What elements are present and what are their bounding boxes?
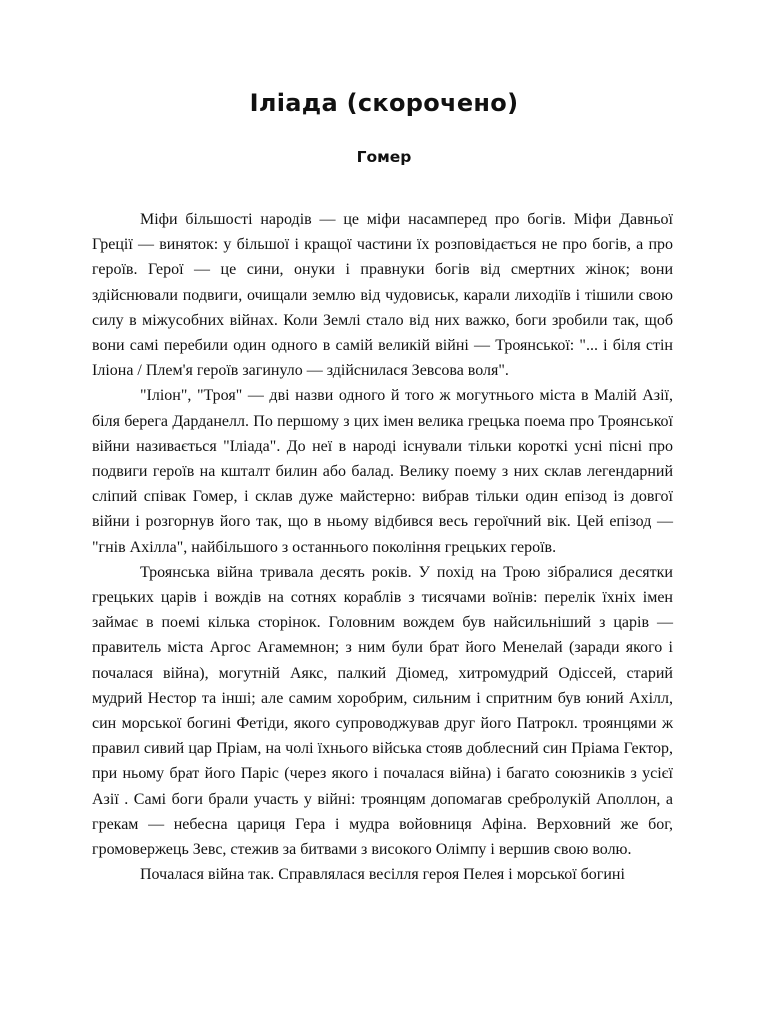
- document-title: Іліада (скорочено): [249, 89, 519, 117]
- paragraph: Міфи більшості народів — це міфи насамперед про богів. Міфи Давньої Греції — виняток: у більшої і кращої частини їх розповідається не про богів, а про героїв. Герої — це сини, онуки і правнуки богів від смертних жінок; вони здійснювали подвиги, очищали землю від чудовиськ, карали лиходіїв і тішили свою силу в міжусобних війнах. Коли Землі стало від них важко, боги зробили так, щоб вони самі перебили один одного в самій великій війні — Троянської: "... і біля стін Іліона / Плем'я героїв загинуло — здійснилася Зевсова воля".: [92, 211, 673, 380]
- paragraph: "Іліон", "Троя" — дві назви одного й того ж могутнього міста в Малій Азії, біля берега Дарданелл. По першому з цих імен велика грецька поема про Троянської війни називається "Іліада". До неї в народі існували тільки короткі усні пісні про подвиги героїв на кшталт билин або балад. Велику поему з них склав легендарний сліпий співак Гомер, і склав дуже майстерно: вибрав тільки один епізод із довгої війни і розгорнув його так, що в ньому відбився весь героїчний вік. Цей епізод — "гнів Ахілла", найбільшого з останнього покоління грецьких героїв.: [92, 387, 673, 556]
- document-author: Гомер: [356, 148, 412, 166]
- paragraph: Троянська війна тривала десять років. У похід на Трою зібралися десятки грецьких царів і вождів на сотнях кораблів з тисячами воїнів: перелік їхніх імен займає в поемі кілька сторінок. Головним вождем був найсильніший з царів — правитель міста Аргос Агамемнон; з ним були брат його Менелай (заради якого і почалася війна), могутній Аякс, палкий Діомед, хитромудрий Одіссей, старий мудрий Нестор та інші; але самим хоробрим, сильним і спритним був юний Ахілл, син морської богині Фетіди, якого супроводжував друг його Патрокл. троянцями ж правил сивий цар Пріам, на чолі їхнього війська стояв доблесний син Пріама Гектор, при ньому брат його Паріс (через якого і почалася війна) і багато союзників з усієї Азії . Самі боги брали участь у війні: троянцям допомагав сребролукій Аполлон, а грекам — небесна цариця Гера і мудра войовниця Афіна. Верховний же бог, громовержець Зевс, стежив за битвами з високого Олімпу і вершив свою волю.: [92, 563, 673, 859]
- paragraph: Почалася війна так. Справлялася весілля героя Пелея і морської богині: [140, 866, 625, 884]
- document-body: [92, 207, 673, 887]
